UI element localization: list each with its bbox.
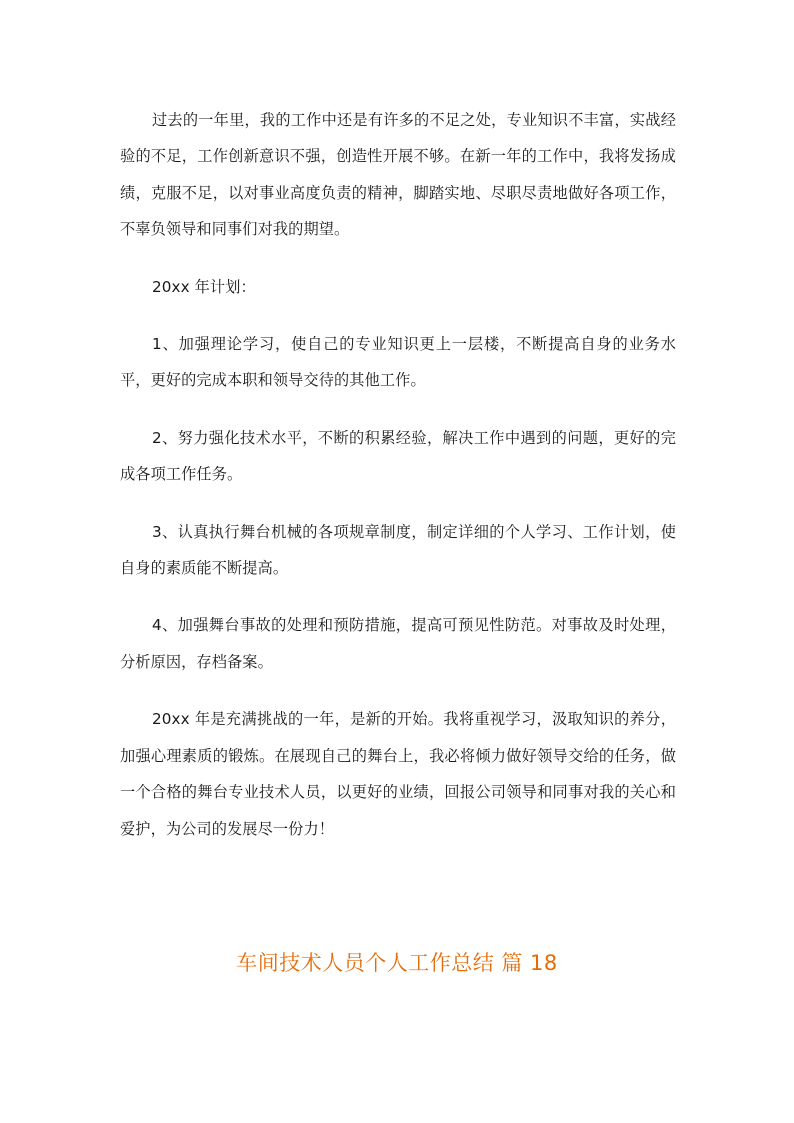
paragraph-plan-title: 20xx 年计划：	[152, 277, 256, 296]
paragraph-conclusion: 20xx 年是充满挑战的一年，是新的开始。我将重视学习，汲取知识的养分，加强心理素质的锻炼。在展现自己的舞台上，我必将倾力做好领导交给的任务，做一个合格的舞台专业技术人员，以更好的业绩，回报公司领导和同事对我的关心和爱护，为公司的发展尽一份力！	[120, 710, 676, 838]
document-body	[120, 102, 676, 868]
plan-item-4: 4、加强舞台事故的处理和预防措施，提高可预见性防范。对事故及时处理，分析原因，存档备案。	[120, 616, 676, 671]
plan-item-2: 2、努力强化技术水平，不断的积累经验，解决工作中遇到的问题，更好的完成各项工作任务。	[120, 428, 676, 484]
paragraph-summary: 过去的一年里，我的工作中还是有许多的不足之处，专业知识不丰富，实战经验的不足，工作创新意识不强，创造性开展不够。在新一年的工作中，我将发扬成绩，克服不足，以对事业高度负责的精神，脚踏实地、尽职尽责地做好各项工作，不辜负领导和同事们对我的期望。	[120, 111, 676, 239]
plan-item-3: 3、认真执行舞台机械的各项规章制度，制定详细的个人学习、工作计划，使自身的素质能不断提高。	[120, 522, 676, 578]
section-heading: 车间技术人员个人工作总结 篇 18	[236, 951, 558, 975]
plan-item-1: 1、加强理论学习，使自己的专业知识更上一层楼，不断提高自身的业务水平，更好的完成本职和领导交待的其他工作。	[120, 335, 676, 390]
